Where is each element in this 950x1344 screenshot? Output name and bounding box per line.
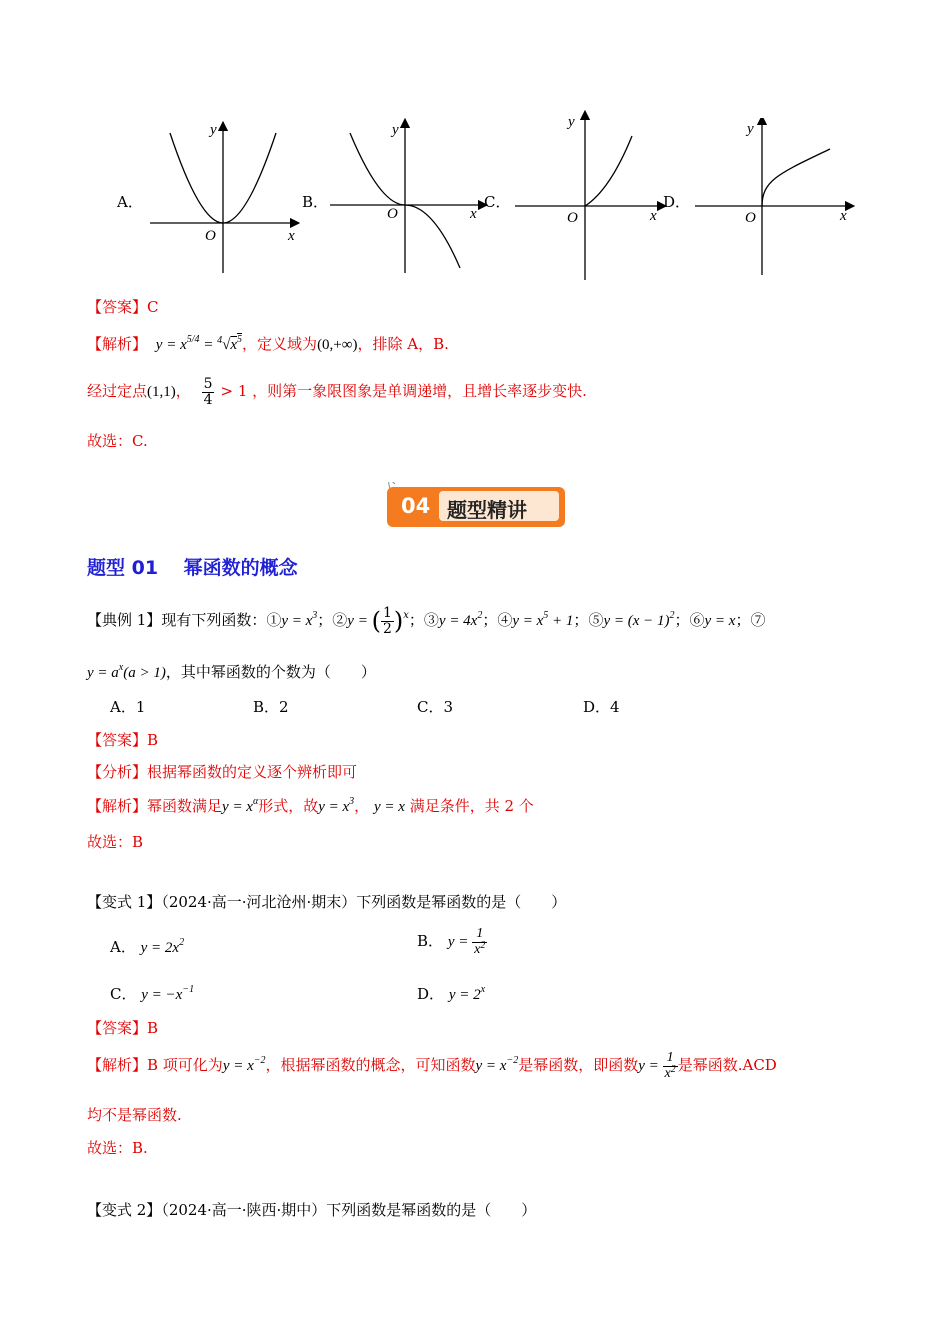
graph-label-d: D． bbox=[663, 193, 691, 211]
q0-line2: 经过定点(1,1)， $\frac{5}{4}$ > 1 ，则第一象限图象是单调递增，且增长率逐步变快. bbox=[87, 376, 587, 408]
banner-number: 04 bbox=[401, 494, 431, 518]
q0-analysis bbox=[87, 333, 449, 354]
ex1-question: 【典例 1】现有下列函数：①y = $x^3$；②y = ( $\frac{1}{2}$ )$^x$；③y = $4x^2$；④y = $x^5 + 1$；⑤y = $(x - 1)^2$；⑥y = x；⑦ bbox=[87, 605, 766, 637]
graph-c bbox=[510, 110, 670, 282]
answer-value: C bbox=[147, 298, 159, 316]
var1-answer: 【答案】B bbox=[87, 1019, 159, 1037]
var1-option-c: C． $y = -x^{-1}$ bbox=[110, 984, 195, 1003]
q0-answer bbox=[87, 296, 159, 317]
formula-x54: $y = x^{5/4} = ^4√x^5$ bbox=[155, 334, 243, 353]
var2-question: 【变式 2】（2024·高一·陕西·期中）下列函数是幂函数的是（ ） bbox=[87, 1201, 537, 1219]
var1-jiexi: 【解析】B 项可化为$y = x^{-2}$，根据幂函数的概念，可知函数$y = x^{-2}$是幂函数，即函数y = $\frac{1}{x^2}$ 是幂函数.ACD bbox=[87, 1050, 777, 1081]
svg-text:O: O bbox=[567, 210, 578, 226]
ex1-jiexi: 【解析】幂函数满足$y = x^\alpha$形式，故$y = x^3$， y = x 满足条件，共 2 个 bbox=[87, 796, 534, 815]
var1-jiexi-line2: 均不是幂函数. bbox=[87, 1106, 182, 1124]
ex1-line2: $y = a^x(a > 1)$，其中幂函数的个数为（ ） bbox=[87, 662, 376, 681]
graph-d bbox=[690, 118, 855, 278]
graph-a bbox=[145, 118, 310, 278]
graph-label-a: A． bbox=[117, 193, 143, 211]
var1-question: 【变式 1】（2024·高一·河北沧州·期末）下列函数是幂函数的是（ ） bbox=[87, 893, 567, 911]
var1-option-b: B． y = $\frac{1}{x^2}$ bbox=[417, 926, 486, 957]
svg-text:x: x bbox=[470, 206, 477, 222]
domain: (0,+∞) bbox=[317, 337, 358, 353]
var1-option-a: A． $y = 2x^2$ bbox=[110, 937, 185, 956]
answer-tag: 【答案】 bbox=[87, 298, 148, 316]
ex1-option-d: D．4 bbox=[583, 698, 620, 716]
axis-x-a: x bbox=[288, 228, 295, 244]
section-banner bbox=[387, 482, 567, 529]
analysis-tag: 【解析】 bbox=[87, 335, 148, 353]
analysis-text1: ，定义域为 bbox=[242, 335, 318, 353]
graph-label-b: B． bbox=[302, 193, 329, 211]
graph-label-c: C． bbox=[484, 193, 511, 211]
ex1-option-a: A．1 bbox=[110, 698, 146, 716]
banner-title: 题型精讲 bbox=[447, 498, 527, 522]
svg-text:y: y bbox=[747, 121, 754, 137]
ex1-option-b: B．2 bbox=[253, 698, 289, 716]
ex1-answer: 【答案】B bbox=[87, 731, 159, 749]
ex1-option-c: C．3 bbox=[417, 698, 454, 716]
ex1-conclusion: 故选：B bbox=[87, 833, 144, 851]
var1-option-d: D． $y = 2^x$ bbox=[417, 984, 486, 1003]
var1-conclusion: 故选：B. bbox=[87, 1139, 148, 1157]
svg-text:y: y bbox=[392, 122, 399, 138]
svg-text:x: x bbox=[650, 208, 657, 224]
svg-text:x: x bbox=[840, 208, 847, 224]
graph-b bbox=[325, 118, 490, 278]
svg-text:O: O bbox=[745, 210, 756, 226]
analysis-text2: ，排除 A，B. bbox=[357, 335, 449, 353]
svg-text:y: y bbox=[568, 114, 575, 130]
svg-text:O: O bbox=[387, 206, 398, 222]
section-title: 题型 01 幂函数的概念 bbox=[87, 557, 298, 579]
origin-a: O bbox=[205, 228, 216, 244]
axis-y-a: y bbox=[210, 122, 217, 138]
ex1-fenxi: 【分析】根据幂函数的定义逐个辨析即可 bbox=[87, 763, 358, 781]
q0-conclusion: 故选：C. bbox=[87, 432, 148, 450]
